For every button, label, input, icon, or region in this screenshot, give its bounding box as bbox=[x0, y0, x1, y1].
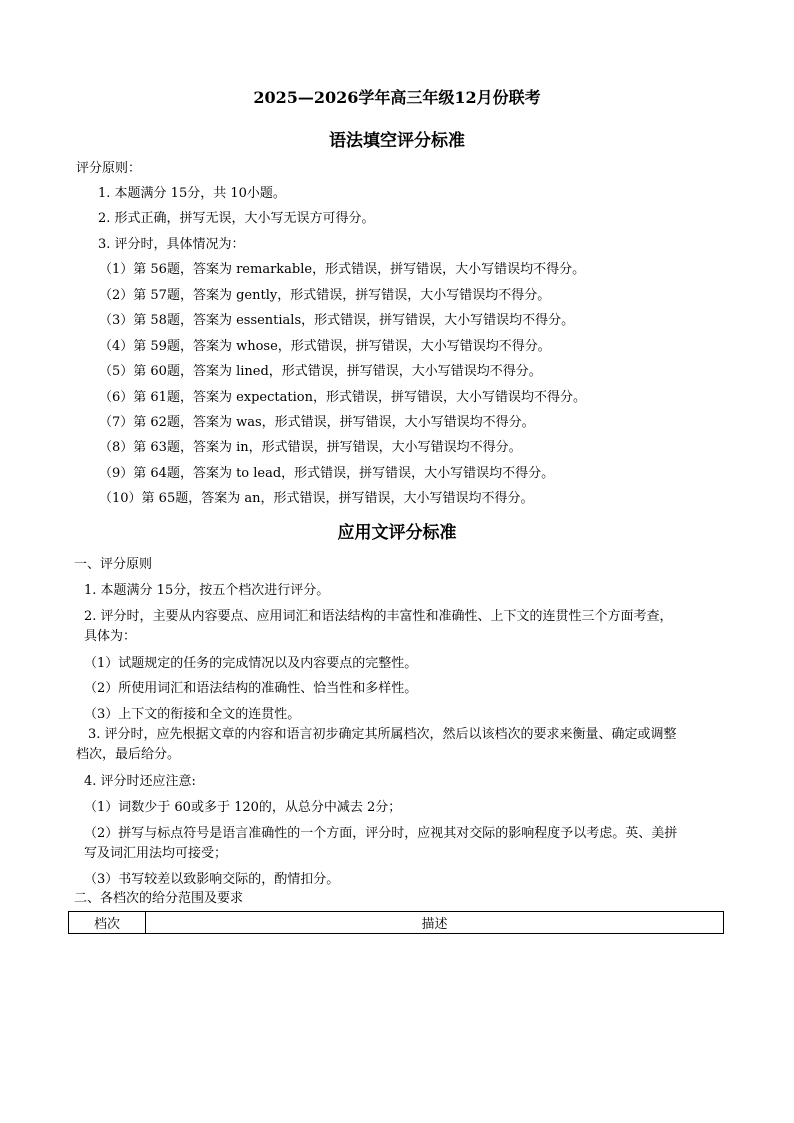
writing-criterion-3: （3）上下文的衔接和全文的连贯性。 bbox=[84, 707, 301, 722]
writing-note-1: （1）词数少于 60或多于 120的，从总分中减去 2分； bbox=[84, 800, 402, 815]
writing-criterion-2: （2）所使用词汇和语法结构的准确性、恰当性和多样性。 bbox=[84, 681, 418, 696]
table-header-row bbox=[69, 912, 724, 934]
writing-section-title: 应用文评分标准 bbox=[337, 523, 457, 543]
answer-57: （2）第 57题，答案为 gently，形式错误，拼写错误，大小写错误均不得分。 bbox=[99, 288, 551, 303]
writing-principle-2: 2. 评分时，主要从内容要点、应用词汇和语法结构的丰富性和准确性、上下文的连贯性三个方面考查， bbox=[84, 609, 673, 624]
answer-59: （4）第 59题，答案为 whose，形式错误，拼写错误，大小写错误均不得分。 bbox=[99, 339, 551, 354]
answer-56: （1）第 56题，答案为 remarkable，形式错误，拼写错误，大小写错误均不得分。 bbox=[99, 262, 586, 277]
description-column-header: 描述 bbox=[146, 912, 724, 934]
answer-58: （3）第 58题，答案为 essentials，形式错误，拼写错误，大小写错误均不得分。 bbox=[99, 313, 575, 328]
principles-label: 评分原则： bbox=[76, 161, 142, 176]
answer-60: （5）第 60题，答案为 lined，形式错误，拼写错误，大小写错误均不得分。 bbox=[99, 364, 542, 379]
writing-note-3: （3）书写较差以致影响交际的，酌情扣分。 bbox=[84, 872, 340, 887]
score-band-table bbox=[68, 911, 724, 934]
document-heading: 2025—2026学年高三年级12月份联考 bbox=[253, 88, 541, 107]
writing-principle-3: 3. 评分时，应先根据文章的内容和语言初步确定其所属档次，然后以该档次的要求来衡量、确定或调整 bbox=[88, 727, 677, 742]
answer-62: （7）第 62题，答案为 was，形式错误，拼写错误，大小写错误均不得分。 bbox=[99, 415, 535, 430]
writing-section-1-heading: 一、评分原则 bbox=[74, 557, 153, 572]
writing-section-2-heading: 二、各档次的给分范围及要求 bbox=[74, 891, 244, 906]
answer-63: （8）第 63题，答案为 in，形式错误，拼写错误，大小写错误均不得分。 bbox=[99, 440, 522, 455]
grammar-rule-2: 2. 形式正确，拼写无误，大小写无误方可得分。 bbox=[98, 211, 375, 226]
writing-principle-3-continued: 档次，最后给分。 bbox=[76, 747, 181, 762]
answer-61: （6）第 61题，答案为 expectation，形式错误，拼写错误，大小写错误均不得分。 bbox=[99, 390, 586, 405]
answer-65: （10）第 65题，答案为 an，形式错误，拼写错误，大小写错误均不得分。 bbox=[99, 491, 534, 506]
band-column-header: 档次 bbox=[69, 912, 146, 934]
writing-principle-2-continued: 具体为： bbox=[84, 629, 137, 644]
grammar-rule-3: 3. 评分时，具体情况为： bbox=[98, 237, 245, 252]
answer-64: （9）第 64题，答案为 to lead，形式错误，拼写错误，大小写错误均不得分。 bbox=[99, 466, 555, 481]
writing-principle-4: 4. 评分时还应注意: bbox=[84, 774, 196, 789]
grammar-rule-1: 1. 本题满分 15分，共 10小题。 bbox=[98, 186, 286, 201]
writing-note-2-continued: 写及词汇用法均可接受； bbox=[84, 846, 228, 861]
writing-principle-1: 1. 本题满分 15分，按五个档次进行评分。 bbox=[84, 583, 330, 598]
grammar-section-title: 语法填空评分标准 bbox=[329, 131, 465, 151]
writing-criterion-1: （1）试题规定的任务的完成情况以及内容要点的完整性。 bbox=[84, 656, 418, 671]
writing-note-2: （2）拼写与标点符号是语言准确性的一个方面，评分时，应视其对交际的影响程度予以考虑。英、美拼 bbox=[84, 826, 678, 841]
